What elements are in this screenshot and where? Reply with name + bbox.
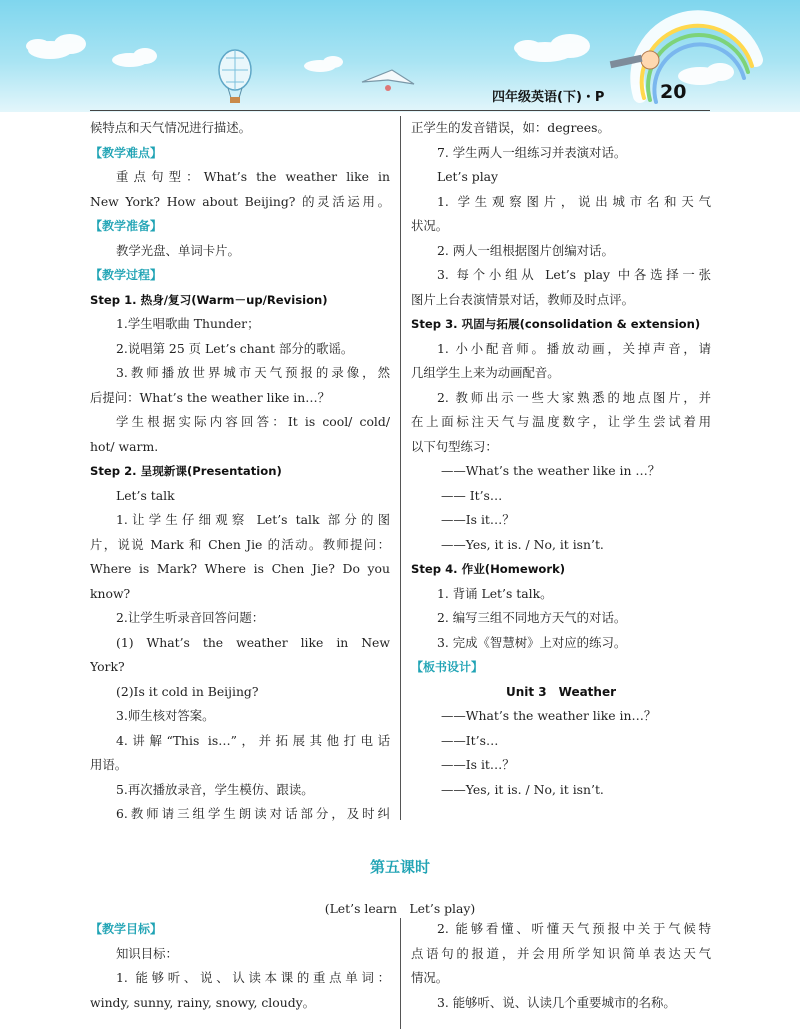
text-line: 1. 能够听、说、认读本课的重点单词： xyxy=(116,970,390,985)
column-divider xyxy=(400,116,401,820)
bottom-right-column xyxy=(411,917,711,1015)
text-line: 点语句的报道，并会用所学知识简单表达天气 xyxy=(411,945,711,961)
step-heading: Step 4. 作业(Homework) xyxy=(411,562,566,576)
text-line: (1) What’s the weather like in New xyxy=(116,634,390,650)
text-line: 7. 学生两人一组练习并表演对话。 xyxy=(437,144,627,160)
right-column xyxy=(411,116,711,802)
section-tag: 【教学目标】 xyxy=(90,922,163,936)
dialogue-line: ——Yes, it is. / No, it isn’t. xyxy=(441,781,604,797)
text-line: 3. 每个小组从 Let’s play 中各选择一张 xyxy=(437,267,711,282)
text-line: 1. 学生观察图片，说出城市名和天气 xyxy=(437,193,711,209)
text-line: 候特点和天气情况进行描述。 xyxy=(90,120,252,135)
text-line: 3. 能够听、说、认读几个重要城市的名称。 xyxy=(437,994,676,1010)
step-heading: Step 1. 热身/复习(Warm－up/Revision) xyxy=(90,292,328,307)
text-line: 4.讲解“This is…”，并拓展其他打电话 xyxy=(116,732,390,748)
text-line: 教学光盘、单词卡片。 xyxy=(116,242,240,258)
text-line: 2.让学生听录音回答问题： xyxy=(116,610,265,625)
section-tag: 【板书设计】 xyxy=(411,660,484,674)
text-line: 1. 小小配音师。播放动画，关掉声音，请 xyxy=(437,340,711,356)
text-line: Let’s play xyxy=(437,169,499,184)
left-column xyxy=(90,116,390,827)
hot-air-balloon-icon xyxy=(219,50,251,103)
dialogue-line: ——What’s the weather like in …？ xyxy=(441,463,661,478)
dialogue-line: ——It’s… xyxy=(441,732,499,748)
text-line: 2. 教师出示一些大家熟悉的地点图片，并 xyxy=(437,389,711,405)
board-title: Unit 3 Weather xyxy=(505,684,617,699)
text-line: 知识目标： xyxy=(116,945,178,961)
section-tag: 【教学难点】 xyxy=(90,145,163,160)
step-heading: Step 2. 呈现新课(Presentation) xyxy=(90,464,282,478)
section-tag: 【教学过程】 xyxy=(90,268,163,282)
section-tag: 【教学准备】 xyxy=(90,219,163,233)
text-line: hot/ warm. xyxy=(90,438,159,454)
dialogue-line: ——Is it…？ xyxy=(441,757,515,772)
dialogue-line: —— It’s… xyxy=(441,487,503,503)
text-line: (2)Is it cold in Beijing? xyxy=(116,683,259,699)
text-line: 正学生的发音错误，如：degrees。 xyxy=(411,120,610,135)
text-line: 片，说说 Mark 和 Chen Jie 的活动。教师提问： xyxy=(90,536,390,552)
text-line: 1.让学生仔细观察 Let’s talk 部分的图 xyxy=(116,512,390,527)
text-line: 2. 编写三组不同地方天气的对话。 xyxy=(437,610,627,625)
book-title: 四年级英语(下)・P xyxy=(492,90,605,105)
text-line: 状况。 xyxy=(411,218,449,233)
text-line: 2.说唱第 25 页 Let’s chant 部分的歌谣。 xyxy=(116,340,354,356)
text-line: 后提问：What’s the weather like in…？ xyxy=(90,389,331,405)
text-line: 3.教师播放世界城市天气预报的录像，然 xyxy=(116,365,390,380)
text-line: York? xyxy=(90,659,125,674)
text-line: 6.教师请三组学生朗读对话部分，及时纠 xyxy=(116,806,390,821)
dialogue-line: ——What’s the weather like in…？ xyxy=(441,708,657,723)
text-line: 在上面标注天气与温度数字，让学生尝试着用 xyxy=(411,414,711,429)
dialogue-line: ——Is it…？ xyxy=(441,512,515,527)
text-line: 3.师生核对答案。 xyxy=(116,708,215,723)
text-line: 学生根据实际内容回答：It is cool/ cold/ xyxy=(116,414,390,429)
text-line: 情况。 xyxy=(411,970,449,985)
text-line: 以下句型练习： xyxy=(411,438,498,454)
step-heading: Step 3. 巩固与拓展(consolidation & extension) xyxy=(411,317,701,331)
header-banner xyxy=(0,0,800,112)
text-line: New York? How about Beijing? 的灵活运用。 xyxy=(90,193,390,209)
text-line: 用语。 xyxy=(90,757,128,772)
text-line: 5.再次播放录音，学生模仿、跟读。 xyxy=(116,781,314,797)
hang-glider-icon xyxy=(362,70,414,91)
page-number: 20 xyxy=(660,81,687,103)
bottom-left-column xyxy=(90,917,390,1015)
text-line: 1.学生唱歌曲 Thunder； xyxy=(116,316,260,331)
text-line: Let’s talk xyxy=(116,487,175,503)
header-divider xyxy=(90,110,710,111)
text-line: 图片上台表演情景对话，教师及时点评。 xyxy=(411,291,635,307)
bottom-column-divider xyxy=(400,918,401,1029)
text-line: 2. 两人一组根据图片创编对话。 xyxy=(437,242,614,258)
dialogue-line: ——Yes, it is. / No, it isn’t. xyxy=(441,536,604,552)
text-line: windy, sunny, rainy, snowy, cloudy。 xyxy=(90,994,316,1010)
text-line: 2. 能够看懂、听懂天气预报中关于气候特 xyxy=(437,921,711,936)
lesson-title: 第五课时 xyxy=(369,858,430,876)
text-line: 几组学生上来为动画配音。 xyxy=(411,365,560,380)
text-line: 1. 背诵 Let’s talk。 xyxy=(437,585,553,601)
text-line: 3. 完成《智慧树》上对应的练习。 xyxy=(437,634,627,650)
text-line: know? xyxy=(90,585,131,601)
text-line: 重点句型：What’s the weather like in xyxy=(116,169,390,184)
text-line: Where is Mark? Where is Chen Jie? Do you xyxy=(90,561,390,576)
lesson-subtitle: (Let’s learn Let’s play) xyxy=(324,901,476,916)
